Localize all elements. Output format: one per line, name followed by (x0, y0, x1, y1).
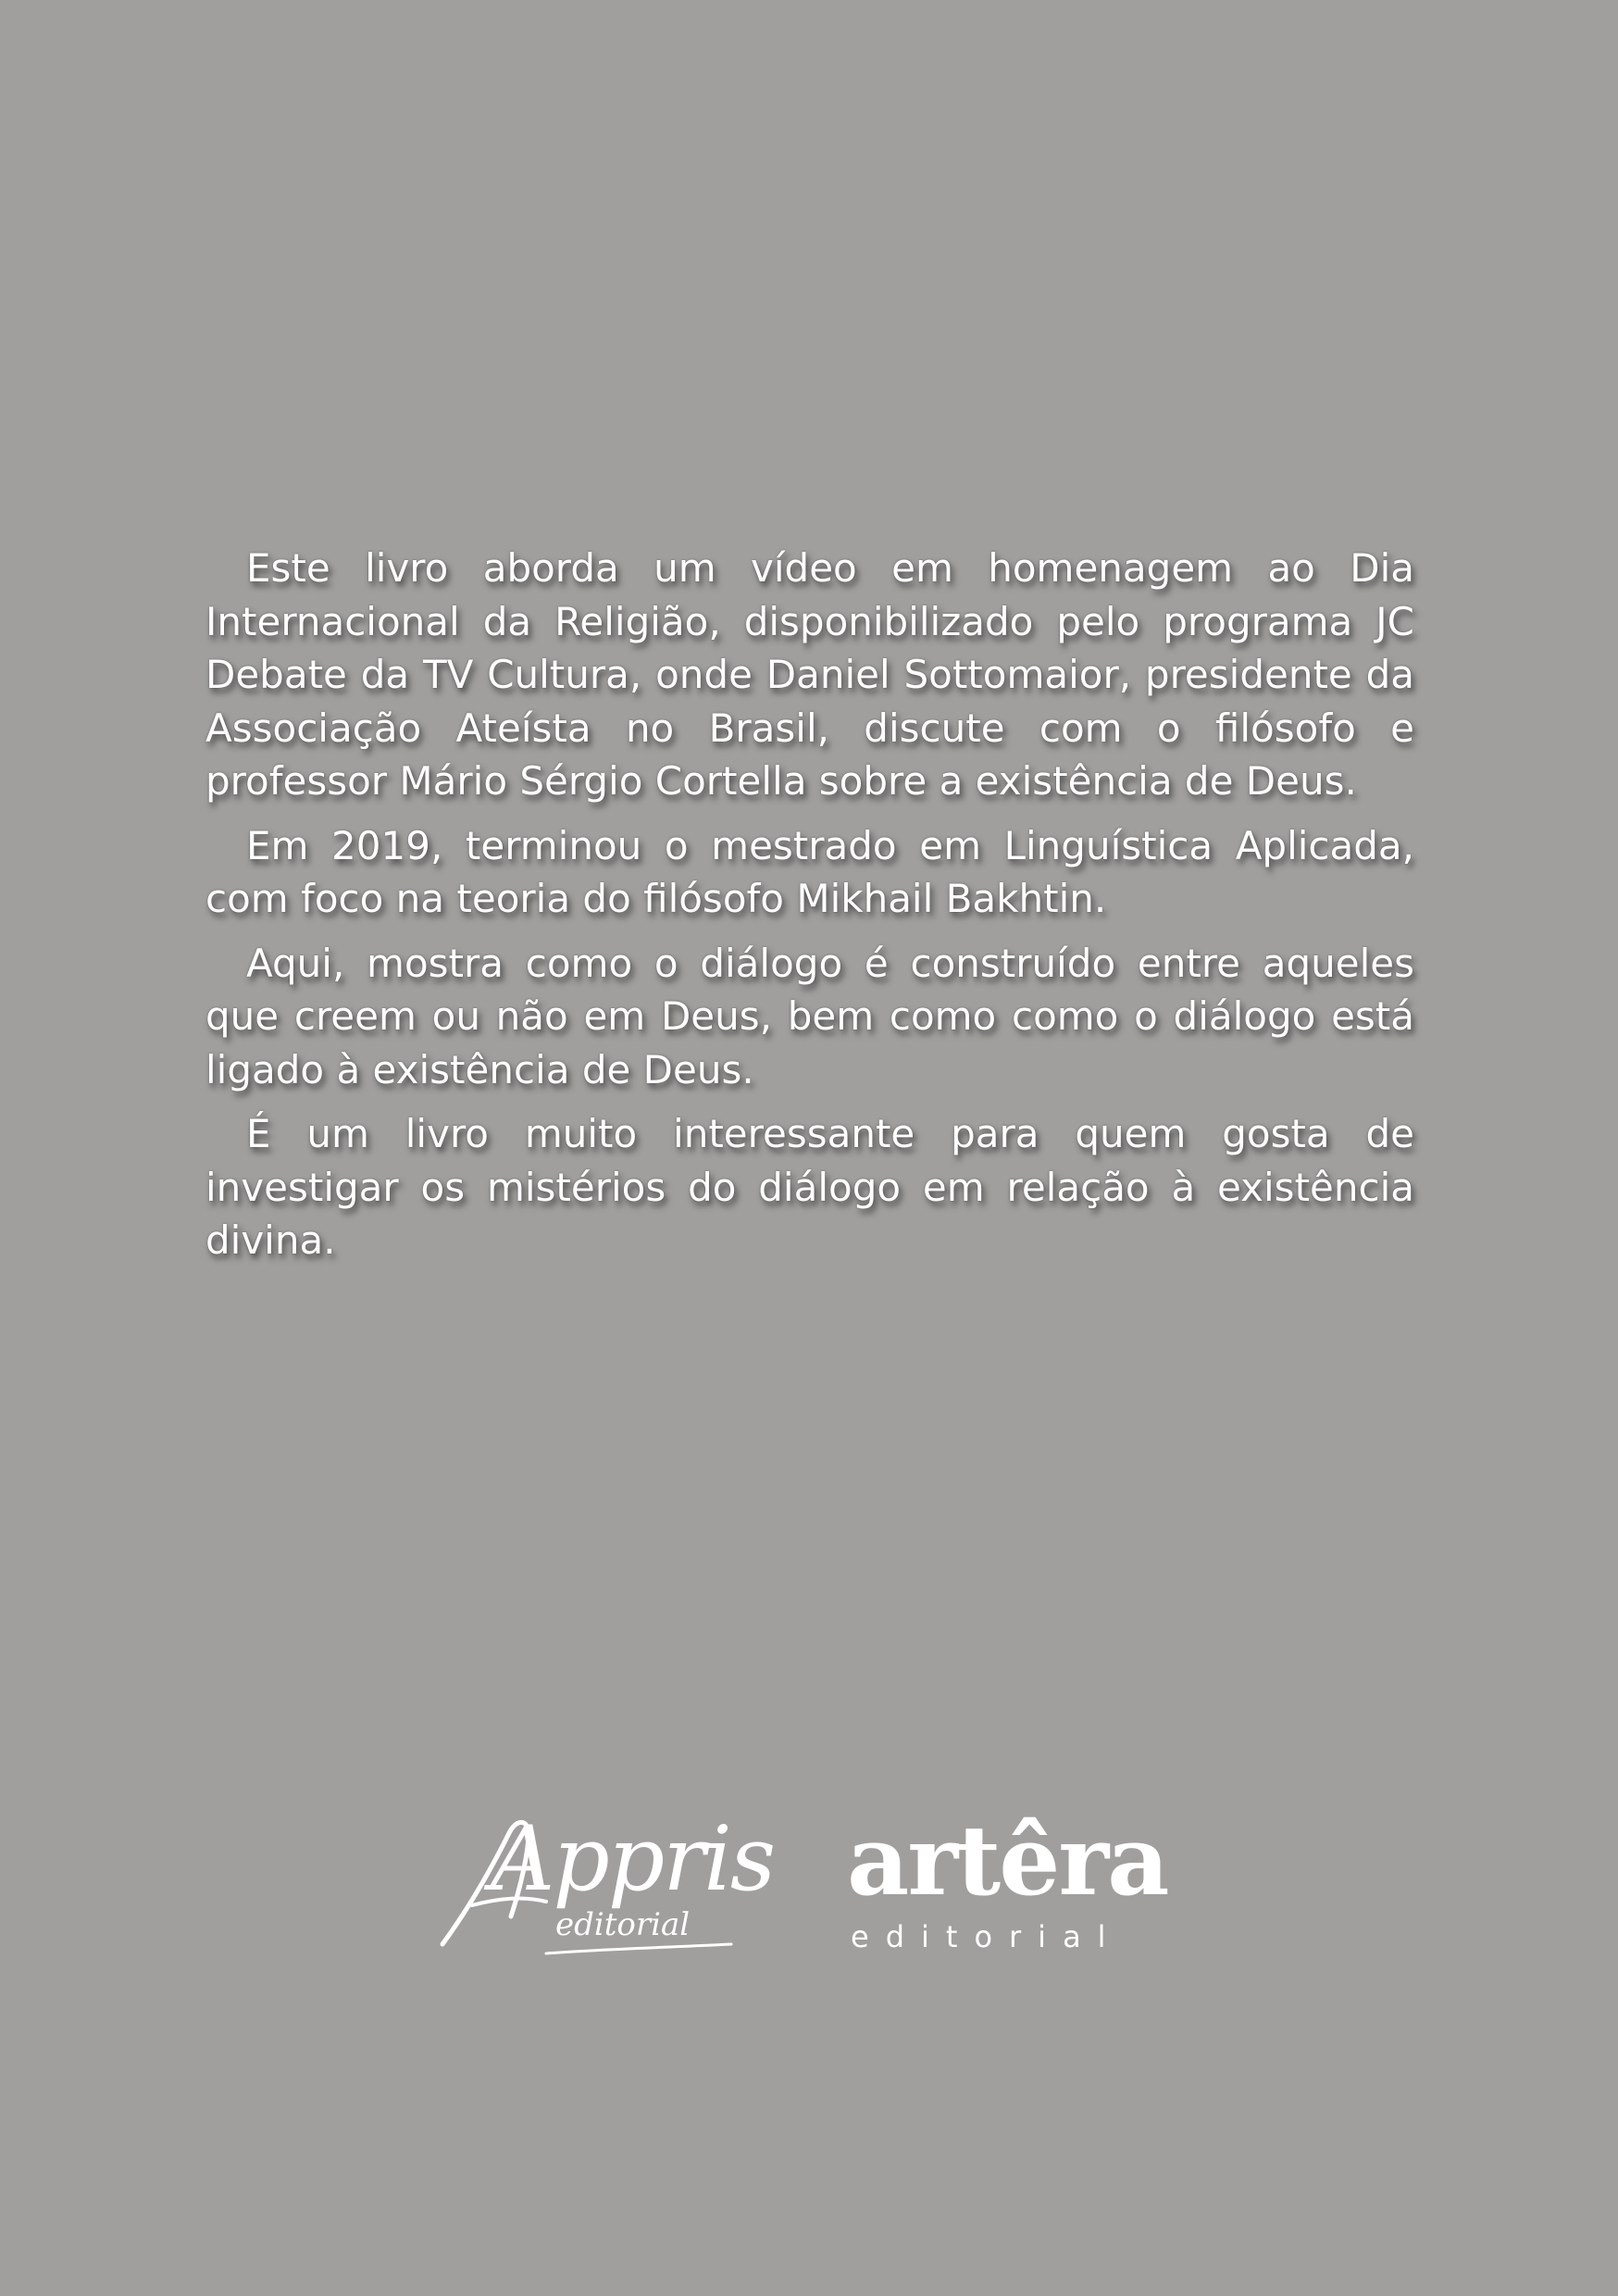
appris-logo (435, 1805, 775, 1972)
synopsis-paragraph-4: É um livro muito interessante para quem gosta de investigar os mistérios do diálogo em relação à existência divina. (205, 1111, 1414, 1263)
synopsis-paragraph-3: Aqui, mostra como o diálogo é construído entre aqueles que creem ou não em Deus, bem como como o diálogo está ligado à existência de Deus. (205, 940, 1414, 1092)
artera-logo-subtitle: editorial (851, 1919, 1123, 1954)
synopsis-paragraph-2: Em 2019, terminou o mestrado em Linguística Aplicada, com foco na teoria do filósofo Mikhail Bakhtin. (205, 822, 1414, 921)
appris-logo-name: Appris (491, 1807, 775, 1911)
appris-logo-subtitle: editorial (555, 1906, 691, 1943)
artera-logo-name: artêra (847, 1803, 1168, 1917)
publisher-logos (435, 1805, 1194, 1972)
synopsis-text (205, 542, 1414, 1279)
synopsis-paragraph-1: Este livro aborda um vídeo em homenagem ao Dia Internacional da Religião, disponibilizado pelo programa JC Debate da TV Cultura, onde Daniel Sottomaior, presidente da Associação Ateísta no Brasil, discute com o filósofo e professor Mário Sérgio Cortella sobre a existência de Deus. (205, 545, 1414, 804)
artera-logo (847, 1805, 1199, 1972)
